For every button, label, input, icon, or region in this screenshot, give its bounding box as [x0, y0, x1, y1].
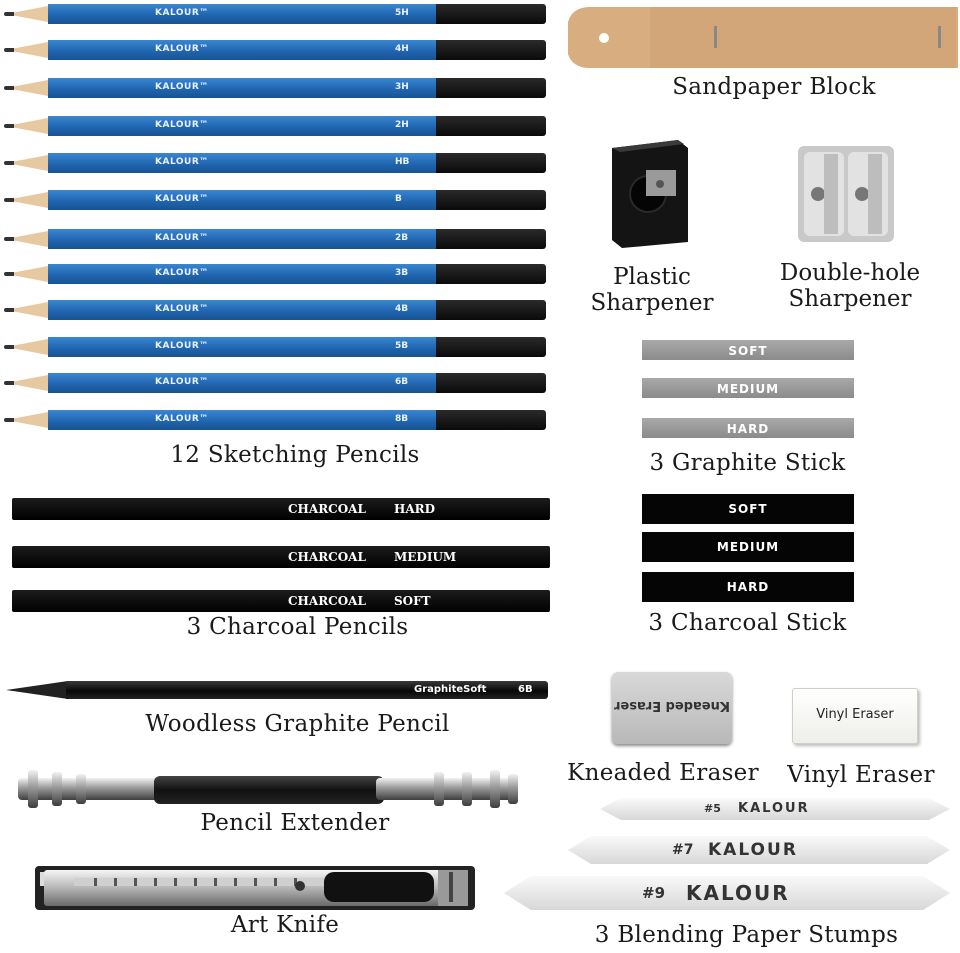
- pencil-grade: 4H: [395, 44, 409, 54]
- blending-stump: [504, 876, 950, 910]
- pencil: [0, 152, 548, 174]
- stump-brand: KALOUR: [708, 840, 798, 860]
- stump-size: #5: [704, 802, 721, 815]
- stump-brand: KALOUR: [738, 801, 810, 816]
- pencil-brand: KALOUR™: [155, 120, 209, 130]
- double-sharpener-caption: [770, 260, 930, 312]
- graphite-stick: [642, 340, 854, 360]
- charcoal-pencil: [12, 546, 550, 568]
- pencil-grade: B: [395, 194, 402, 204]
- charcoal-pencil-grade: SOFT: [394, 594, 431, 608]
- pencil: [0, 228, 548, 250]
- pencils-caption: 12 Sketching Pencils: [170, 442, 420, 468]
- pencil-brand: KALOUR™: [155, 82, 209, 92]
- pencil: [0, 39, 548, 61]
- woodless-caption: Woodless Graphite Pencil: [145, 711, 450, 737]
- pencil-brand: KALOUR™: [155, 233, 209, 243]
- extender-caption: Pencil Extender: [200, 810, 390, 836]
- charcoal-pencils-caption: 3 Charcoal Pencils: [186, 614, 409, 640]
- pencil-grade: HB: [395, 157, 410, 167]
- charcoal-stick: [642, 494, 854, 524]
- stump-size: #9: [642, 884, 666, 902]
- pencil-grade: 3H: [395, 82, 409, 92]
- stump-brand: KALOUR: [686, 881, 790, 905]
- graphite-stick-grade: SOFT: [728, 344, 768, 358]
- charcoal-stick: [642, 532, 854, 562]
- pencil-brand: KALOUR™: [155, 304, 209, 314]
- pencil-extender-image: [14, 766, 524, 814]
- charcoal-pencil-grade: HARD: [394, 502, 436, 516]
- pencil-brand: KALOUR™: [155, 268, 209, 278]
- pencil-brand: KALOUR™: [155, 157, 209, 167]
- plastic-sharpener-image: [608, 136, 690, 250]
- pencil-grade: 2H: [395, 120, 409, 130]
- vinyl-eraser-label: Vinyl Eraser: [816, 707, 894, 722]
- charcoal-stick: [642, 572, 854, 602]
- double-sharpener-caption-line: Sharpener: [788, 286, 912, 312]
- graphite-stick: [642, 378, 854, 398]
- charcoal-pencil-grade: MEDIUM: [394, 550, 457, 564]
- woodless-grade: 6B: [518, 684, 533, 695]
- charcoal-stick-grade: MEDIUM: [716, 540, 780, 554]
- plastic-sharpener-caption-line: Plastic: [613, 264, 691, 290]
- knife-caption: Art Knife: [230, 912, 340, 938]
- charcoal-pencil-label: CHARCOAL: [288, 594, 366, 608]
- art-knife-image: [34, 864, 476, 912]
- pencil: [0, 336, 548, 358]
- charcoal-stick-grade: SOFT: [728, 502, 768, 516]
- pencil: [0, 299, 548, 321]
- pencil-grade: 5B: [395, 341, 409, 351]
- pencil: [0, 372, 548, 394]
- graphite-stick: [642, 418, 854, 438]
- pencil: [0, 409, 548, 431]
- vinyl-eraser-caption: Vinyl Eraser: [787, 762, 935, 788]
- plastic-sharpener-caption-line: Sharpener: [590, 290, 714, 316]
- pencil-brand: KALOUR™: [155, 8, 209, 18]
- woodless-graphite-pencil: [6, 680, 548, 700]
- woodless-label: GraphiteSoft: [414, 684, 487, 695]
- blending-stump: [568, 836, 950, 864]
- charcoal-pencil-label: CHARCOAL: [288, 550, 366, 564]
- blending-stump: [600, 798, 950, 820]
- pencil-brand: KALOUR™: [155, 194, 209, 204]
- kneaded-eraser-label: Kneaded Eraser: [614, 698, 730, 713]
- pencil: [0, 3, 548, 25]
- pencil-grade: 4B: [395, 304, 409, 314]
- pencil: [0, 263, 548, 285]
- kneaded-eraser: [612, 672, 732, 744]
- charcoal-pencil-label: CHARCOAL: [288, 502, 366, 516]
- pencil-brand: KALOUR™: [155, 414, 209, 424]
- pencil-grade: 3B: [395, 268, 409, 278]
- charcoal-pencil: [12, 498, 550, 520]
- charcoal-stick-grade: HARD: [726, 580, 770, 594]
- stump-size: #7: [672, 842, 694, 858]
- stumps-caption: 3 Blending Paper Stumps: [594, 922, 899, 948]
- sandpaper-block-image: [568, 4, 958, 70]
- charcoal-sticks-caption: 3 Charcoal Stick: [648, 610, 847, 636]
- double-sharpener-caption-line: Double-hole: [779, 260, 921, 286]
- sandpaper-caption: Sandpaper Block: [672, 74, 876, 100]
- graphite-stick-grade: MEDIUM: [716, 382, 780, 396]
- graphite-sticks-caption: 3 Graphite Stick: [649, 450, 846, 476]
- pencil-brand: KALOUR™: [155, 377, 209, 387]
- kneaded-eraser-caption: Kneaded Eraser: [567, 760, 759, 786]
- vinyl-eraser: [792, 688, 918, 744]
- pencil-brand: KALOUR™: [155, 341, 209, 351]
- pencil-grade: 8B: [395, 414, 409, 424]
- pencil-grade: 6B: [395, 377, 409, 387]
- double-hole-sharpener-image: [796, 144, 896, 244]
- pencil: [0, 115, 548, 137]
- pencil-brand: KALOUR™: [155, 44, 209, 54]
- pencil-grade: 2B: [395, 233, 409, 243]
- pencil: [0, 189, 548, 211]
- pencil-grade: 5H: [395, 8, 409, 18]
- charcoal-pencil: [12, 590, 550, 612]
- pencil: [0, 77, 548, 99]
- graphite-stick-grade: HARD: [726, 422, 770, 436]
- plastic-sharpener-caption: [582, 264, 722, 316]
